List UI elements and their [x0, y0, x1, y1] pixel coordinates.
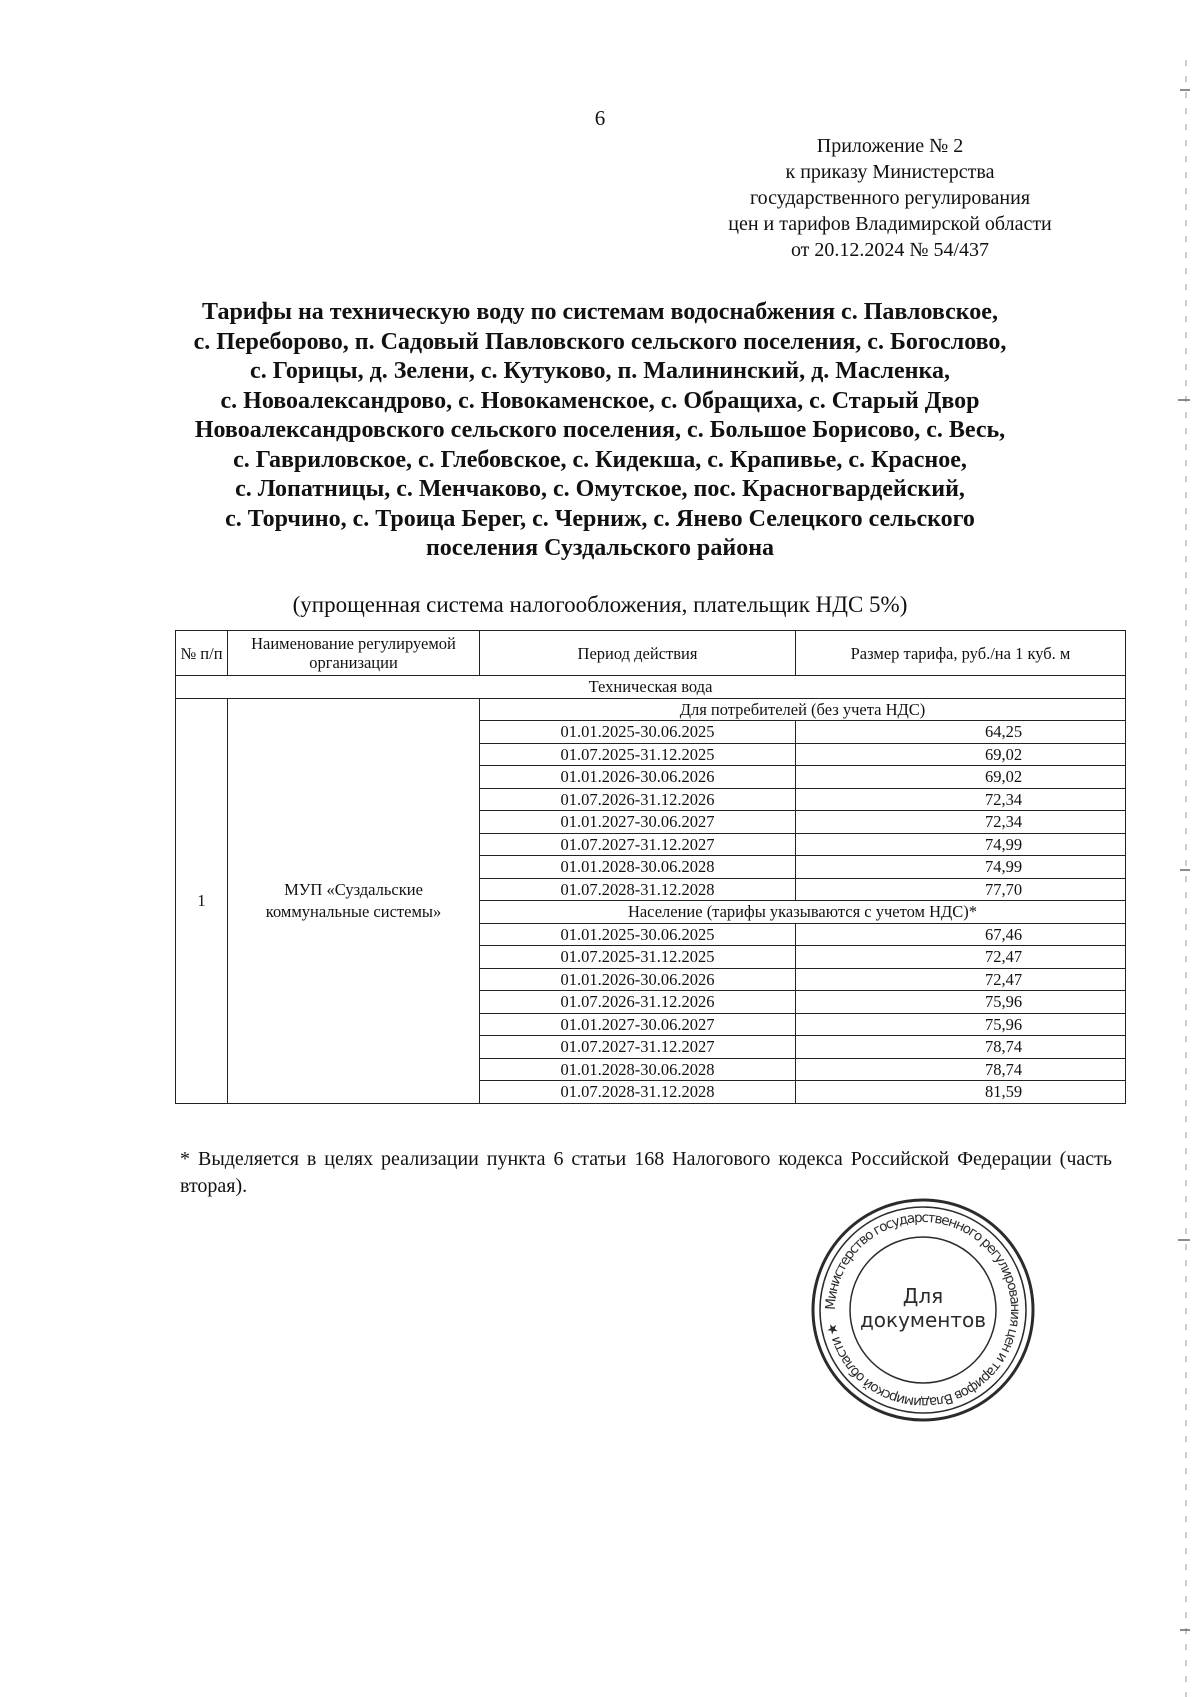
seal-center-line2: документов: [859, 1308, 987, 1332]
period-cell: 01.07.2027-31.12.2027: [480, 833, 796, 856]
title-line: поселения Суздальского района: [425, 535, 775, 561]
group-header-row: [176, 698, 1126, 721]
tariff-cell: 78,74: [796, 1036, 1126, 1059]
title-line: с. Торчино, с. Троица Берег, с. Черниж, с. Янево Селецкого сельского: [225, 505, 975, 532]
header-num: № п/п: [176, 631, 228, 676]
page-number: 6: [594, 106, 606, 130]
tariff-cell: 67,46: [796, 923, 1126, 946]
header-tariff: Размер тарифа, руб./на 1 куб. м: [796, 631, 1126, 676]
row-number: 1: [176, 698, 228, 1103]
period-cell: 01.07.2025-31.12.2025: [480, 946, 796, 969]
scan-edge-marks: [1150, 0, 1200, 1697]
header-organization: Наименование регулируемой организации: [228, 631, 480, 676]
tariff-table: [175, 630, 1126, 1104]
table-header-row: [176, 631, 1126, 676]
title-line: с. Горицы, д. Зелени, с. Кутуково, п. Малининский, д. Масленка,: [250, 358, 950, 384]
organization-name: МУП «Суздальские коммунальные системы»: [228, 698, 480, 1103]
title-line: с. Лопатницы, с. Менчаково, с. Омутское, пос. Красногвардейский,: [235, 476, 965, 502]
title-line: с. Переборово, п. Садовый Павловского сельского поселения, с. Богослово,: [193, 328, 1007, 355]
period-cell: 01.01.2026-30.06.2026: [480, 766, 796, 789]
official-seal: [808, 1195, 1038, 1425]
appendix-line: к приказу Министерства: [785, 161, 995, 183]
tariff-cell: 69,02: [796, 743, 1126, 766]
appendix-block: [680, 133, 1100, 263]
header-period: Период действия: [480, 631, 796, 676]
title-line: Новоалександровского сельского поселения, с. Большое Борисово, с. Весь,: [194, 417, 1006, 443]
appendix-line: от 20.12.2024 № 54/437: [790, 239, 990, 261]
title-line: с. Новоалександрово, с. Новокаменское, с. Обращиха, с. Старый Двор: [220, 387, 980, 414]
period-cell: 01.07.2026-31.12.2026: [480, 991, 796, 1014]
title-line: с. Гавриловское, с. Глебовское, с. Кидекша, с. Крапивье, с. Красное,: [233, 446, 967, 473]
tariff-cell: 74,99: [796, 856, 1126, 879]
tariff-cell: 81,59: [796, 1081, 1126, 1104]
group-title: Население (тарифы указываются с учетом НДС)*: [480, 901, 1126, 924]
tariff-cell: 69,02: [796, 766, 1126, 789]
seal-ring-text: Министерство государственного регулирования цен и тарифов Владимирской области ★: [822, 1209, 1024, 1411]
tariff-cell: 74,99: [796, 833, 1126, 856]
period-cell: 01.01.2028-30.06.2028: [480, 856, 796, 879]
period-cell: 01.01.2027-30.06.2027: [480, 1013, 796, 1036]
section-row: [176, 676, 1126, 699]
tariff-cell: 72,34: [796, 788, 1126, 811]
period-cell: 01.01.2026-30.06.2026: [480, 968, 796, 991]
tariff-cell: 75,96: [796, 1013, 1126, 1036]
period-cell: 01.07.2028-31.12.2028: [480, 1081, 796, 1104]
document-title: [150, 298, 1050, 564]
section-title: Техническая вода: [176, 676, 1126, 699]
tariff-cell: 64,25: [796, 721, 1126, 744]
appendix-line: государственного регулирования: [749, 187, 1031, 209]
seal-center-line1: Для: [902, 1284, 944, 1308]
title-line: Тарифы на техническую воду по системам водоснабжения с. Павловское,: [202, 299, 998, 325]
tariff-cell: 75,96: [796, 991, 1126, 1014]
period-cell: 01.07.2027-31.12.2027: [480, 1036, 796, 1059]
tariff-cell: 72,47: [796, 968, 1126, 991]
appendix-line: цен и тарифов Владимирской области: [728, 213, 1052, 235]
tariff-cell: 72,47: [796, 946, 1126, 969]
period-cell: 01.01.2027-30.06.2027: [480, 811, 796, 834]
tax-subtitle: (упрощенная система налогообложения, плательщик НДС 5%): [292, 592, 908, 617]
group-title: Для потребителей (без учета НДС): [480, 698, 1126, 721]
period-cell: 01.01.2025-30.06.2025: [480, 923, 796, 946]
tariff-cell: 77,70: [796, 878, 1126, 901]
footnote: * Выделяется в целях реализации пункта 6 статьи 168 Налогового кодекса Российской Федерации (часть вторая).: [180, 1148, 1112, 1197]
period-cell: 01.07.2026-31.12.2026: [480, 788, 796, 811]
period-cell: 01.01.2028-30.06.2028: [480, 1058, 796, 1081]
appendix-line: Приложение № 2: [816, 135, 964, 157]
period-cell: 01.01.2025-30.06.2025: [480, 721, 796, 744]
period-cell: 01.07.2025-31.12.2025: [480, 743, 796, 766]
tariff-cell: 72,34: [796, 811, 1126, 834]
tariff-cell: 78,74: [796, 1058, 1126, 1081]
period-cell: 01.07.2028-31.12.2028: [480, 878, 796, 901]
